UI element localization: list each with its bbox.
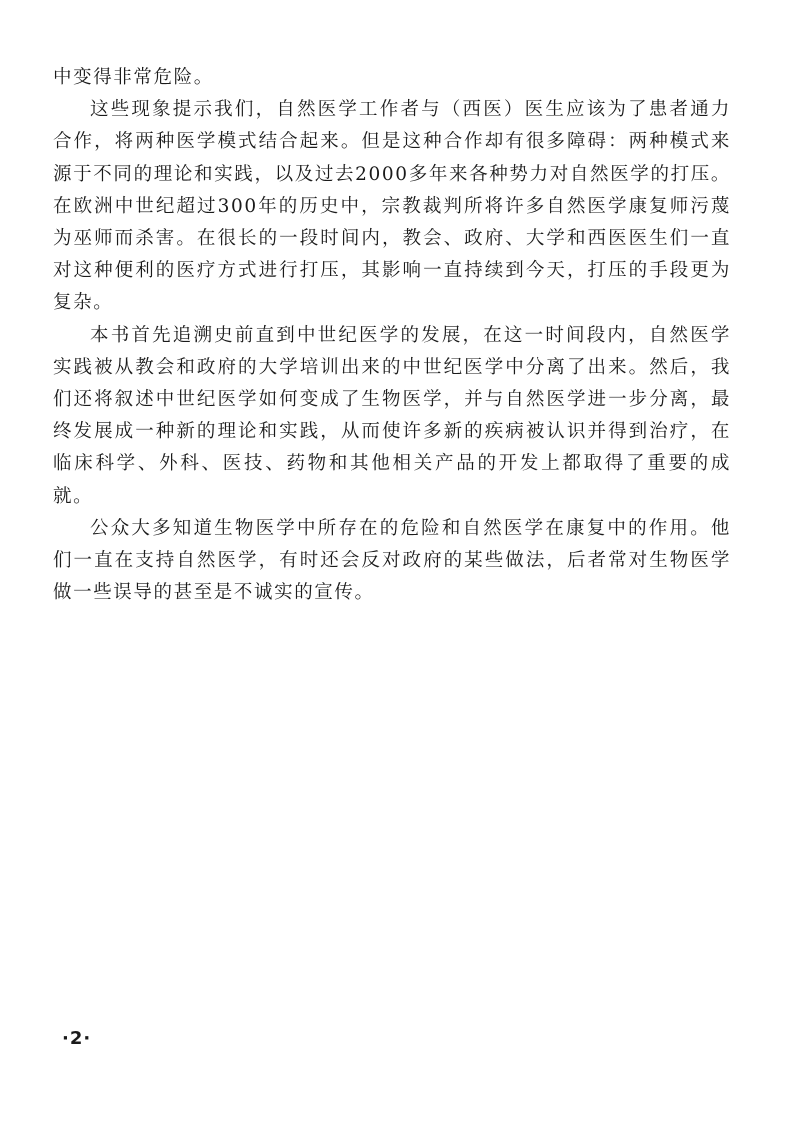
page-number: ·2· (62, 1028, 92, 1049)
paragraph: 本书首先追溯史前直到中世纪医学的发展，在这一时间段内，自然医学实践被从教会和政府的大学培训出来的中世纪医学中分离了出来。然后，我们还将叙述中世纪医学如何变成了生物医学，并与自然医学进一步分离，最终发展成一种新的理论和实践，从而使许多新的疾病被认识并得到治疗，在临床科学、外科、医技、药物和其他相关产品的开发上都取得了重要的成就。 (53, 324, 731, 507)
paragraph: 公众大多知道生物医学中所存在的危险和自然医学在康复中的作用。他们一直在支持自然医学，有时还会反对政府的某些做法，后者常对生物医学做一些误导的甚至是不诚实的宣传。 (53, 517, 731, 604)
body-text (53, 62, 731, 609)
paragraph-continued: 中变得非常危险。 (53, 67, 214, 88)
paragraph: 这些现象提示我们，自然医学工作者与（西医）医生应该为了患者通力合作，将两种医学模式结合起来。但是这种合作却有很多障碍：两种模式来源于不同的理论和实践，以及过去2000多年来各种势力对自然医学的打压。在欧洲中世纪超过300年的历史中，宗教裁判所将许多自然医学康复师污蔑为巫师而杀害。在很长的一段时间内，教会、政府、大学和西医医生们一直对这种便利的医疗方式进行打压，其影响一直持续到今天，打压的手段更为复杂。 (53, 99, 731, 314)
